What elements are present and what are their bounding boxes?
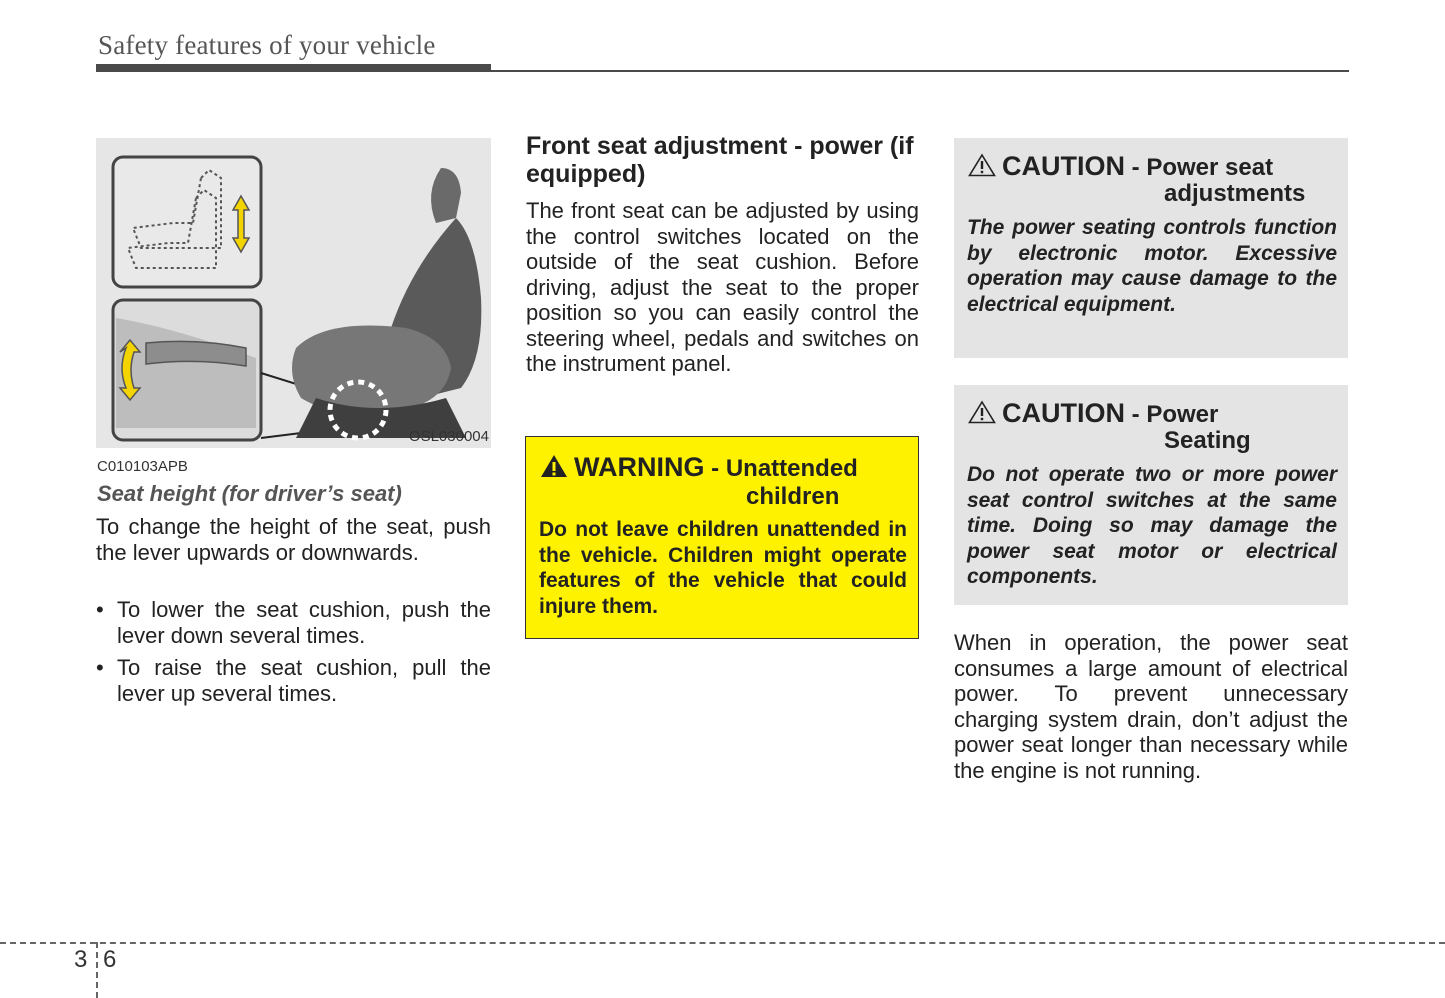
page-header-title: Safety features of your vehicle xyxy=(98,30,436,60)
power-seat-heading: Front seat adjustment - power (if equipped) xyxy=(526,132,914,188)
list-item: • To lower the seat cushion, push the lever down several times. xyxy=(96,597,491,648)
chapter-number: 3 xyxy=(74,946,88,973)
caution-body: Do not operate two or more power seat control switches at the same time. Doing so may damage the power seat motor or electrical components. xyxy=(967,463,1337,588)
seat-illustration-graphic xyxy=(96,138,491,448)
header-rule-thin xyxy=(491,70,1349,72)
footer-dashed-rule xyxy=(0,942,1445,944)
warning-title-line2: children xyxy=(746,483,840,510)
figure-reference-code: C010103APB xyxy=(97,458,188,475)
bullet-text: To lower the seat cushion, push the lever down several times. xyxy=(117,597,491,648)
caution-title-line1: Power seat xyxy=(1146,154,1274,181)
caution-title-line2: Seating xyxy=(1164,427,1251,454)
caution-heading: CAUTION - Power xyxy=(968,398,1218,429)
warning-body: Do not leave children unattended in the vehicle. Children might operate features of the vehicle that could injure them. xyxy=(539,518,907,618)
caution-box-power-seating xyxy=(954,385,1348,605)
caution-label: CAUTION xyxy=(1002,398,1125,428)
caution-triangle-icon xyxy=(968,400,996,424)
footer-vertical-dash xyxy=(96,942,98,998)
seat-height-bullets xyxy=(96,597,491,713)
power-seat-body: The front seat can be adjusted by using the control switches located on the outside of the seat cushion. Before driving, adjust the seat to the proper position so you can easily control the steering wheel, pedals and switches on the instrument panel. xyxy=(526,198,919,376)
caution-title-line2: adjustments xyxy=(1164,180,1306,207)
warning-label: WARNING xyxy=(574,452,705,482)
warning-title-line1: Unattended xyxy=(725,455,858,482)
list-item: • To raise the seat cushion, pull the lever up several times. xyxy=(96,655,491,706)
bullet-text: To raise the seat cushion, pull the lever up several times. xyxy=(117,655,491,706)
warning-box-unattended-children xyxy=(525,436,919,639)
figure-code: OSL030004 xyxy=(408,428,489,445)
seat-height-heading: Seat height (for driver’s seat) xyxy=(97,481,402,506)
caution-box-power-seat-adjustments xyxy=(954,138,1348,358)
seat-height-intro: To change the height of the seat, push the lever upwards or downwards. xyxy=(96,514,491,565)
page-number: 6 xyxy=(103,946,117,973)
caution-label: CAUTION xyxy=(1002,151,1125,181)
header-rule-thick xyxy=(96,64,491,72)
caution-heading: CAUTION - Power seat xyxy=(968,151,1273,182)
seat-height-illustration xyxy=(96,138,491,448)
caution-triangle-icon xyxy=(968,153,996,177)
power-consumption-note: When in operation, the power seat consumes a large amount of electrical power. To prevent unnecessary charging system drain, don’t adjust the power seat longer than necessary while the engine is not running. xyxy=(954,630,1348,783)
caution-body: The power seating controls function by electronic motor. Excessive operation may cause damage to the electrical equipment. xyxy=(967,216,1337,316)
warning-heading: WARNING - Unattended xyxy=(540,452,858,483)
caution-title-line1: Power xyxy=(1146,401,1219,428)
warning-triangle-icon xyxy=(540,454,568,478)
